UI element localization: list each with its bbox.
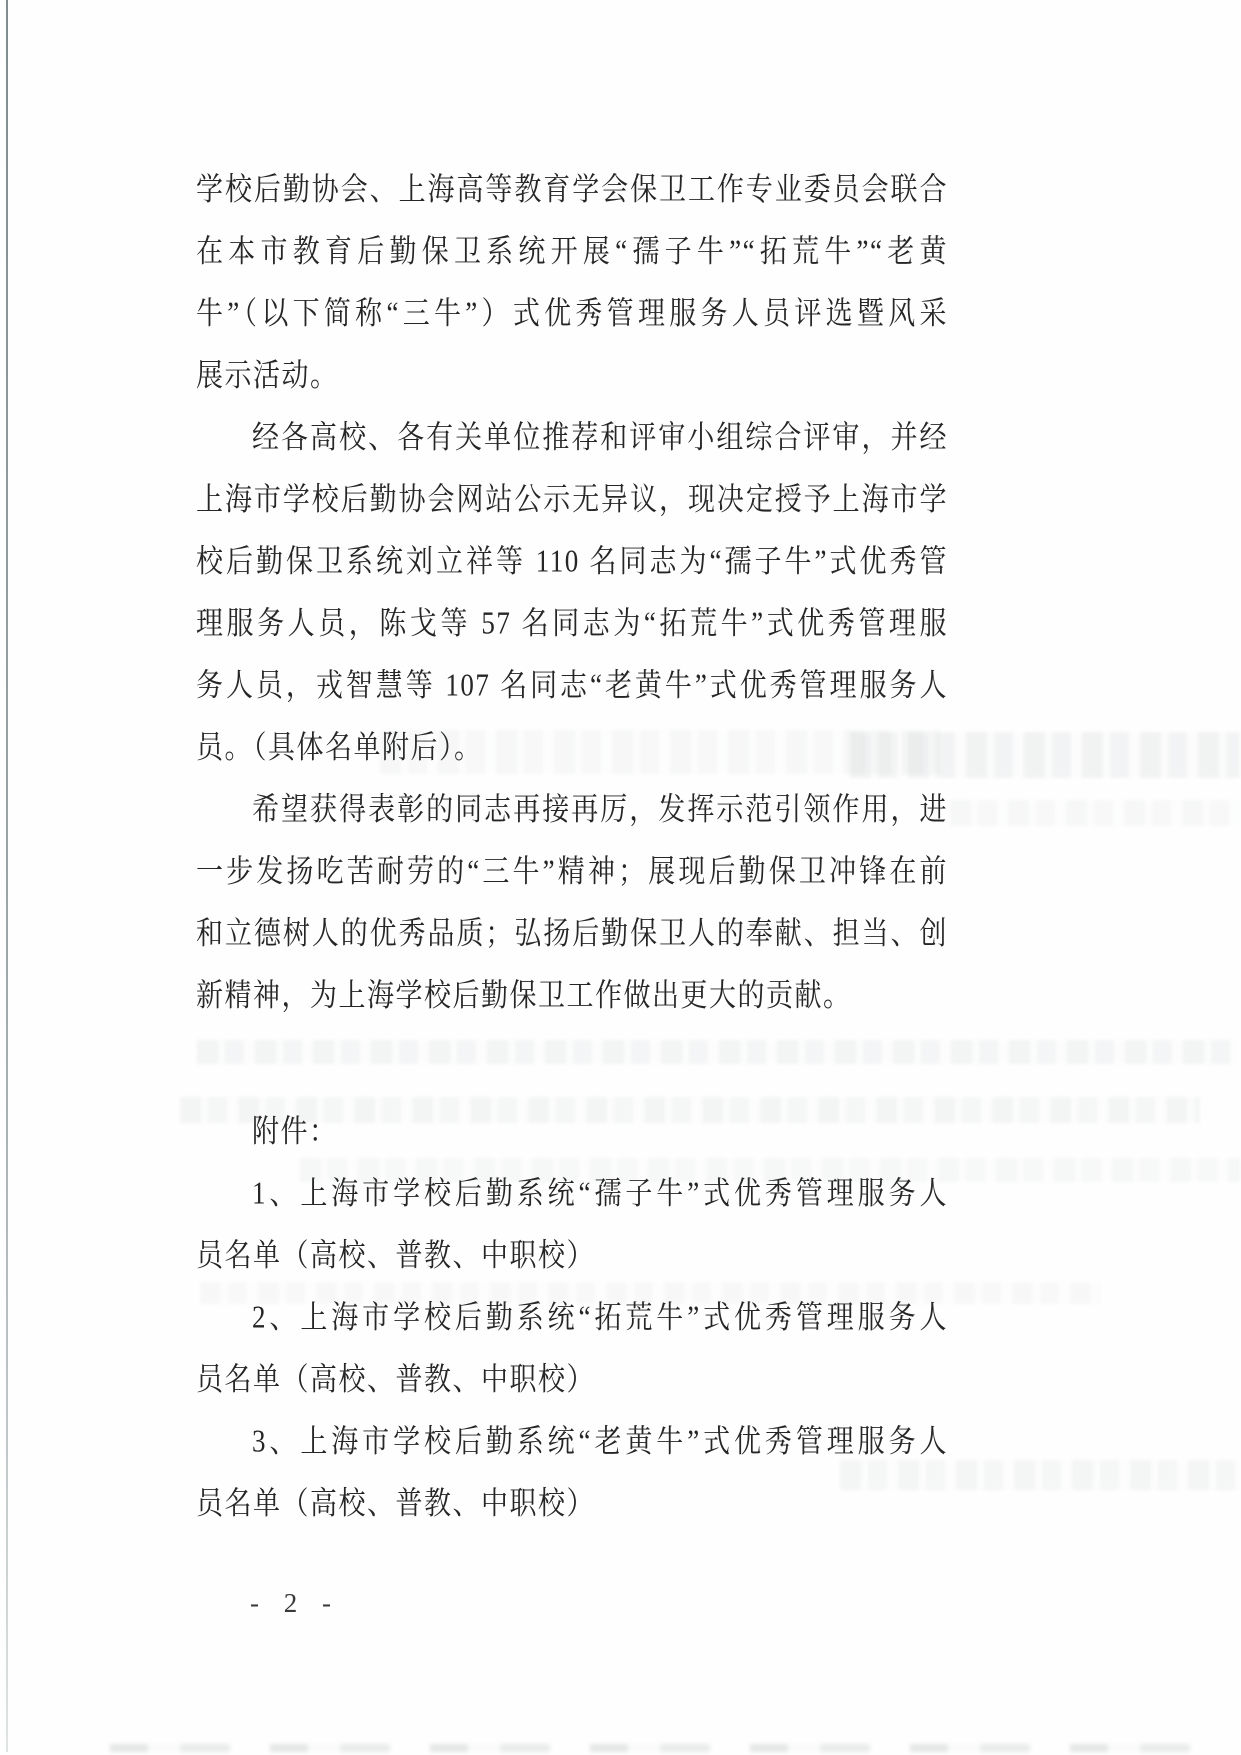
body-line: 务人员，戎智慧等 107 名同志“老黄牛”式优秀管理服务人 xyxy=(196,667,948,703)
bleedthrough-artifact xyxy=(850,732,1240,778)
bleedthrough-artifact xyxy=(950,800,1240,826)
attachment-item-line: 员名单（高校、普教、中职校） xyxy=(196,1237,595,1273)
scan-edge-left-line xyxy=(6,0,8,1752)
body-line: 新精神，为上海学校后勤保卫工作做出更大的贡献。 xyxy=(196,977,852,1013)
body-line: 校后勤保卫系统刘立祥等 110 名同志为“孺子牛”式优秀管 xyxy=(196,543,948,579)
bleedthrough-artifact xyxy=(197,1040,1237,1064)
page-number: - 2 - xyxy=(250,1588,340,1618)
body-line: 学校后勤协会、上海高等教育学会保卫工作专业委员会联合 xyxy=(196,171,948,207)
scan-edge-bottom-smudge xyxy=(110,1744,1230,1752)
body-line: 希望获得表彰的同志再接再厉，发挥示范引领作用，进 xyxy=(252,791,948,827)
body-line: 牛”（以下简称“三牛”）式优秀管理服务人员评选暨风采 xyxy=(196,295,948,331)
body-line: 员。（具体名单附后）。 xyxy=(196,729,483,765)
body-line: 上海市学校后勤协会网站公示无异议，现决定授予上海市学 xyxy=(196,481,948,517)
attachment-item-line: 3、上海市学校后勤系统“老黄牛”式优秀管理服务人 xyxy=(252,1423,948,1459)
attachment-item-line: 1、上海市学校后勤系统“孺子牛”式优秀管理服务人 xyxy=(252,1175,948,1211)
document-body xyxy=(196,158,948,1534)
attachment-item-line: 员名单（高校、普教、中职校） xyxy=(196,1485,595,1521)
attachment-item-line: 2、上海市学校后勤系统“拓荒牛”式优秀管理服务人 xyxy=(252,1299,948,1335)
body-line: 一步发扬吃苦耐劳的“三牛”精神；展现后勤保卫冲锋在前 xyxy=(196,853,948,889)
bleedthrough-artifact xyxy=(180,1097,1200,1123)
body-line: 在本市教育后勤保卫系统开展“孺子牛”“拓荒牛”“老黄 xyxy=(196,233,948,269)
body-line: 理服务人员，陈戈等 57 名同志为“拓荒牛”式优秀管理服 xyxy=(196,605,948,641)
bleedthrough-artifact xyxy=(200,1282,1100,1304)
bleedthrough-artifact xyxy=(840,1460,1240,1490)
body-line: 和立德树人的优秀品质；弘扬后勤保卫人的奉献、担当、创 xyxy=(196,915,948,951)
body-line: 经各高校、各有关单位推荐和评审小组综合评审，并经 xyxy=(252,419,948,455)
attachment-item-line: 员名单（高校、普教、中职校） xyxy=(196,1361,595,1397)
attachment-label: 附件： xyxy=(252,1113,338,1149)
bleedthrough-artifact xyxy=(300,1158,1240,1182)
body-line: 展示活动。 xyxy=(196,357,339,393)
